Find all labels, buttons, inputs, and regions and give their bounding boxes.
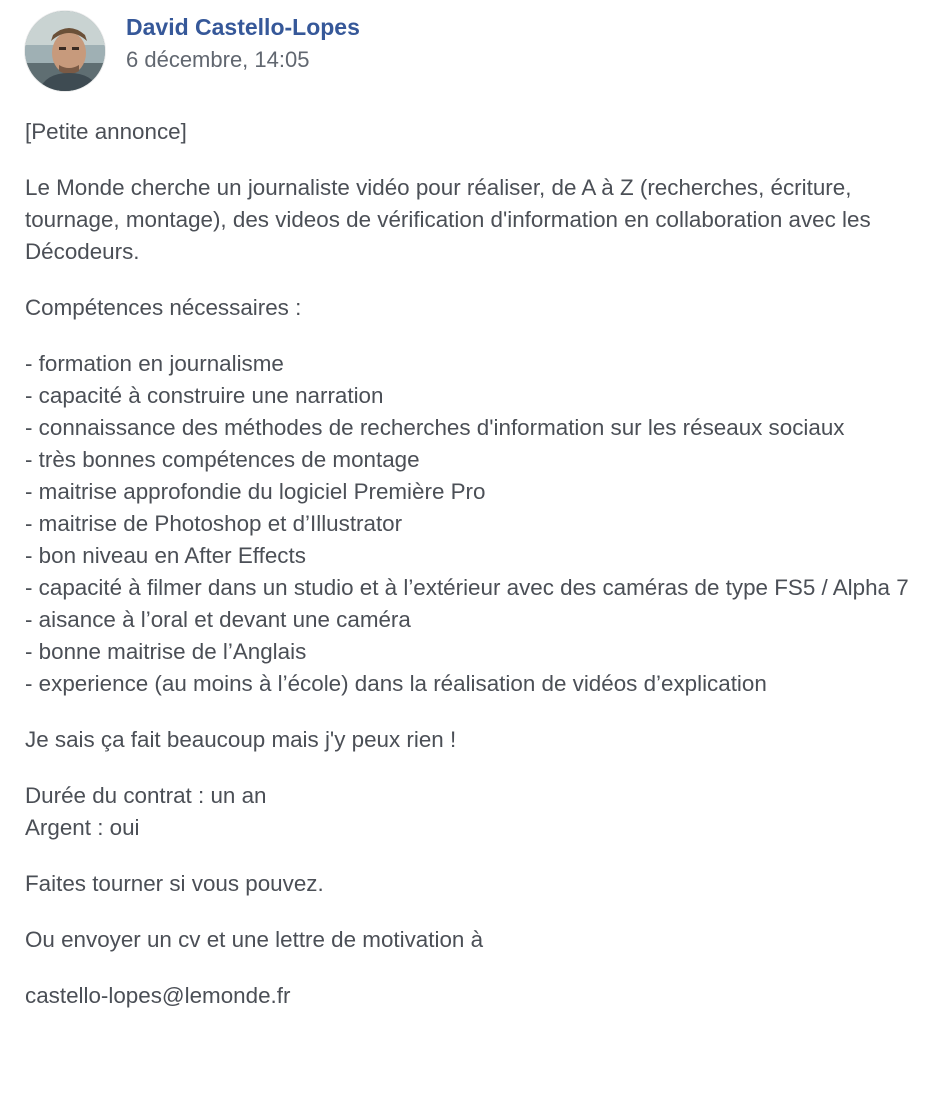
profile-photo-icon <box>25 11 105 91</box>
skill-item: - capacité à construire une narration <box>25 383 384 408</box>
contract-info <box>25 780 915 844</box>
skill-item: - bonne maitrise de l’Anglais <box>25 639 307 664</box>
post-intro: [Petite annonce] <box>25 119 187 144</box>
post-description: Le Monde cherche un journaliste vidéo pour réaliser, de A à Z (recherches, écriture, tournage, montage), des videos de vérification d'information en collaboration avec les Décodeurs. <box>25 175 871 264</box>
skills-heading: Compétences nécessaires : <box>25 295 302 320</box>
contact-email <box>25 980 915 1012</box>
skill-item: - maitrise de Photoshop et d’Illustrator <box>25 511 403 536</box>
skill-item: - maitrise approfondie du logiciel Première Pro <box>25 479 486 504</box>
skill-item: - capacité à filmer dans un studio et à l’extérieur avec des caméras de type FS5 / Alpha 7 <box>25 575 909 600</box>
skill-item: - formation en journalisme <box>25 351 284 376</box>
share-request: Faites tourner si vous pouvez. <box>25 871 324 896</box>
email-link[interactable]: castello-lopes@lemonde.fr <box>25 983 291 1008</box>
skill-item: - bon niveau en After Effects <box>25 543 306 568</box>
avatar[interactable] <box>25 11 105 91</box>
author-name-link[interactable]: David Castello-Lopes <box>126 14 360 40</box>
contract-duration: Durée du contrat : un an <box>25 783 267 808</box>
skill-item: - très bonnes compétences de montage <box>25 447 420 472</box>
post-remark: Je sais ça fait beaucoup mais j'y peux rien ! <box>25 727 457 752</box>
skill-item: - aisance à l’oral et devant une caméra <box>25 607 411 632</box>
skill-item: - connaissance des méthodes de recherches d'information sur les réseaux sociaux <box>25 415 845 440</box>
skill-item: - experience (au moins à l’école) dans la réalisation de vidéos d’explication <box>25 671 767 696</box>
salary-info: Argent : oui <box>25 815 140 840</box>
post-body <box>25 116 915 1036</box>
apply-instructions: Ou envoyer un cv et une lettre de motivation à <box>25 927 484 952</box>
skills-list <box>25 348 915 700</box>
post-timestamp-link[interactable]: 6 décembre, 14:05 <box>126 47 310 72</box>
